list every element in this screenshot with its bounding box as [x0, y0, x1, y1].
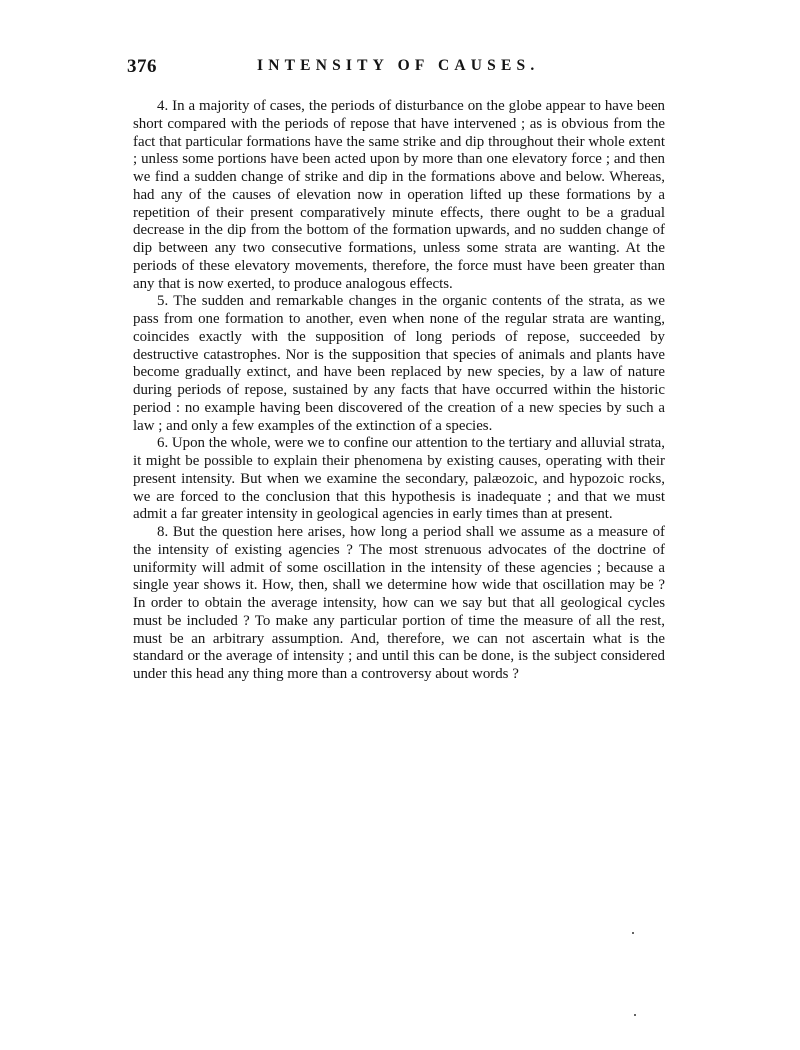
running-title: INTENSITY OF CAUSES. — [257, 57, 540, 74]
ink-speck — [632, 932, 634, 934]
body-text — [133, 98, 665, 684]
paragraph-5: 5. The sudden and remarkable changes in the organic contents of the strata, as we pass from one formation to another, even when none of the regular strata are wanting, coincides exactly with the supposition of long periods of repose, succeeded by destructive catastrophes. Nor is the supposition that species of animals and plants have become gradually extinct, and have been replaced by new species, by a law of nature during periods of repose, sustained by any facts that have occurred within the historic period : no example having been discovered of the creation of a new species by such a law ; and only a few examples of the extinction of a species. — [133, 293, 665, 434]
paragraph-4: 4. In a majority of cases, the periods of disturbance on the globe appear to have been short compared with the periods of repose that have intervened ; as is obvious from the fact that particular formations have the same strike and dip throughout their whole extent ; unless some portions have been acted upon by more than one elevatory force ; and then we find a sudden change of strike and dip in the formations above and below. Whereas, had any of the causes of elevation now in operation lifted up these formations by a repetition of their present comparatively minute effects, there ought to be a gradual decrease in the dip from the bottom of the formation upwards, and no sudden change of dip between any two consecutive formations, unless some strata are wanting. At the periods of these elevatory movements, therefore, the force must have been greater than any that is now exerted, to produce analogous effects. — [133, 98, 665, 292]
running-head — [127, 56, 653, 80]
paragraph-6: 6. Upon the whole, were we to confine our attention to the tertiary and alluvial strata, it might be possible to explain their phenomena by existing causes, operating with their present intensity. But when we examine the secondary, palæozoic, and hypozoic rocks, we are forced to the conclusion that this hypothesis is inadequate ; and that we must admit a far greater intensity in geological agencies in early times than at present. — [133, 435, 665, 523]
ink-speck — [634, 1014, 636, 1016]
paragraph-8: 8. But the question here arises, how long a period shall we assume as a measure of the intensity of existing agencies ? The most strenuous advocates of the doctrine of uniformity will admit of some oscillation in the intensity of these agencies ; because a single year shows it. How, then, shall we determine how wide that oscillation may be ? In order to obtain the average intensity, how can we say but that all geological cycles must be included ? To make any particular portion of time the measure of all the rest, must be an arbitrary assumption. And, therefore, we can not ascertain what is the standard or the average of intensity ; and until this can be done, is the subject considered under this head any thing more than a controversy about words ? — [133, 524, 665, 682]
page-number: 376 — [127, 56, 157, 77]
